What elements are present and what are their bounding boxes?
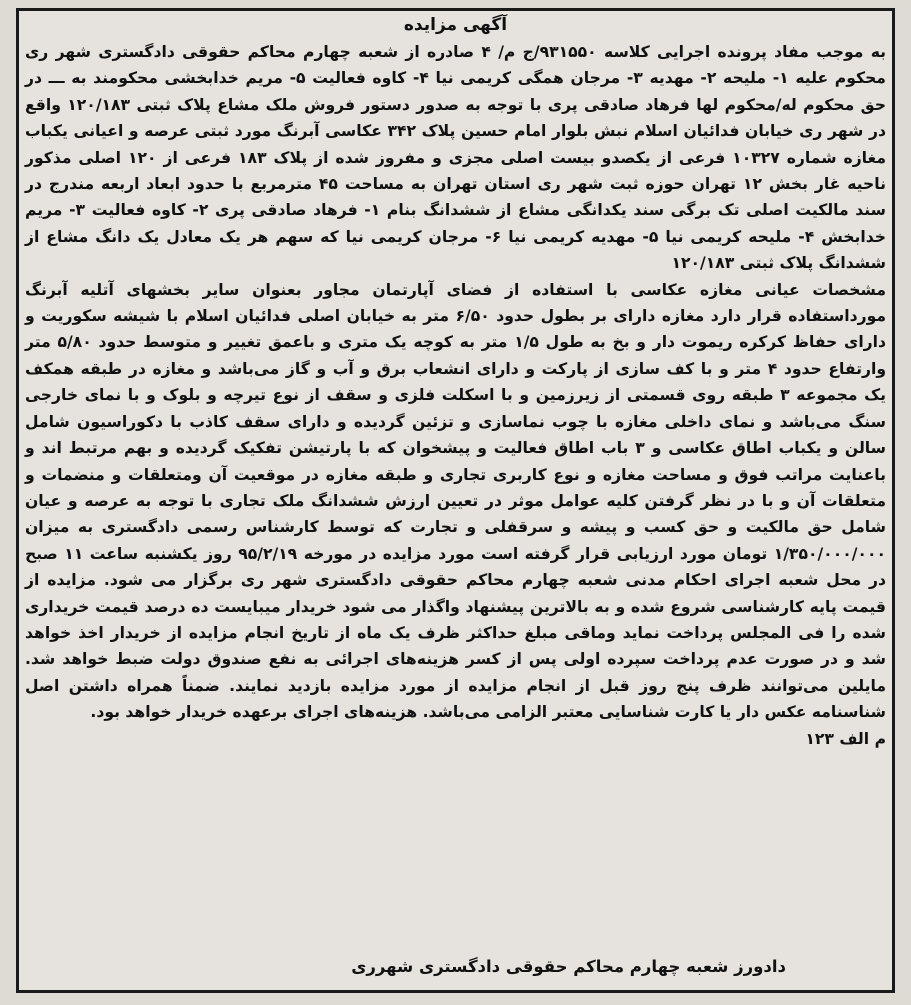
notice-paragraph-2: مشخصات عیانی مغازه عکاسی با استفاده از فضای آپارتمان مجاور بعنوان سایر بخشهای آتلیه آبرنگ مورداستفاده قرار دارد مغازه دارای بر بطول حدود ۶/۵۰ متر به خیابان اصلی فدائیان اسلام با شیشه سکوریت و دارای حفاظ کرکره ریموت دار و بخ به طول ۱/۵ متر به کوچه یک متری و باعمق تغییر و متوسط حدود ۵/۸۰ متر وارتفاع حدود ۴ متر و با کف سازی از پارکت و دارای انشعاب برق و آب و گاز می‌باشد و مغازه در طبقه همکف یک مجموعه ۳ طبقه روی قسمتی از زیرزمین و با اسکلت فلزی و سقف از نوع تیرچه و بلوک و با نمای خارجی سنگ می‌باشد و نمای داخلی مغازه با چوب نماسازی و تزئین گردیده و دارای سقف کاذب با دکوراسیون شامل سالن و یکباب اطاق عکاسی و ۳ باب اطاق فعالیت و پیشخوان که با پارتیشن تفکیک گردیده و بهم مرتبط اند و باعنایت مراتب فوق و مساحت مغازه و نوع کاربری تجاری و طبقه مغازه در موقعیت آن ومتعلقات و منضمات و متعلقات آن و با در نظر گرفتن کلیه عوامل موثر در تعیین ارزش ششدانگ ملک تجاری با توجه به عرصه و عیان شامل حق مالکیت و حق کسب و پیشه و سرقفلی و تجارت که توسط کارشناس رسمی دادگستری به میزان ۱/۳۵۰/۰۰۰/۰۰۰ تومان مورد ارزیابی قرار گرفته است مورد مزایده در مورخه ۹۵/۲/۱۹ روز یکشنبه ساعت ۱۱ صبح در محل شعبه اجرای احکام مدنی شعبه چهارم محاکم حقوقی دادگستری شهر ری برگزار می شود. مزایده از قیمت پایه کارشناسی شروع شده و به بالاترین پیشنهاد واگذار می شود خریدار میبایست ده درصد قیمت خریداری شده را فی المجلس پرداخت نماید وماقی مبلغ حداکثر ظرف یک ماه از تاریخ انجام مزایده از خریدار اخذ خواهد شد و در صورت عدم پرداخت سپرده اولی پس از کسر هزینه‌های اجرائی به نفع صندوق دولت ضبط خواهد شد. مایلین می‌توانند ظرف پنج روز قبل از انجام مزایده از مورد مزایده بازدید نمایند. ضمناً همراه داشتن اصل شناسنامه عکس دار یا کارت شناسایی معتبر الزامی می‌باشد. هزینه‌های اجرای برعهده خریدار خواهد بود.	[25, 280, 887, 722]
notice-frame	[16, 8, 895, 993]
notice-reference: م الف ۱۲۳	[805, 729, 886, 748]
notice-signature: دادورز شعبه چهارم محاکم حقوقی دادگستری شهرری	[351, 957, 786, 976]
notice-paragraph-1: به موجب مفاد پرونده اجرایی کلاسه ۹۳۱۵۵۰/ج م/ ۴ صادره از شعبه چهارم محاکم حقوقی دادگستری شهر ری محکوم علیه ۱- ملیحه ۲- مهدیه ۳- مرجان همگی کریمی نیا ۴- کاوه فعالیت ۵- مریم خدابخشی محکومند به ـــ در حق محکوم له/محکوم لها فرهاد صادقی پری با توجه به صدور دستور فروش ملک مشاع پلاک ثبتی ۱۲۰/۱۸۳ واقع در شهر ری خیابان فدائیان اسلام نبش بلوار امام حسین پلاک ۳۴۲ عکاسی آبرنگ مورد ثبتی عرصه و اعیانی یکباب مغازه شماره ۱۰۳۲۷ فرعی از یکصدو بیست اصلی مجزی و مفروز شده از پلاک ۱۸۳ فرعی از ۱۲۰ اصلی مذکور ناحیه غار بخش ۱۲ تهران حوزه ثبت شهر ری استان تهران به مساحت ۴۵ مترمربع با حدود ابعاد اربعه مندرج در سند مالکیت اصلی تک برگی سند یکدانگی مشاع از ششدانگ بنام ۱- فرهاد صادقی پری ۲- کاوه فعالیت ۳- مریم خدابخش ۴- ملیحه کریمی نیا ۵- مهدیه کریمی نیا ۶- مرجان کریمی نیا که سهم هر یک معادل یک دانگ مشاع از ششدانگ پلاک ثبتی ۱۲۰/۱۸۳	[25, 43, 887, 273]
notice-title: آگهی مزایده	[403, 15, 508, 35]
notice-content	[25, 15, 886, 986]
